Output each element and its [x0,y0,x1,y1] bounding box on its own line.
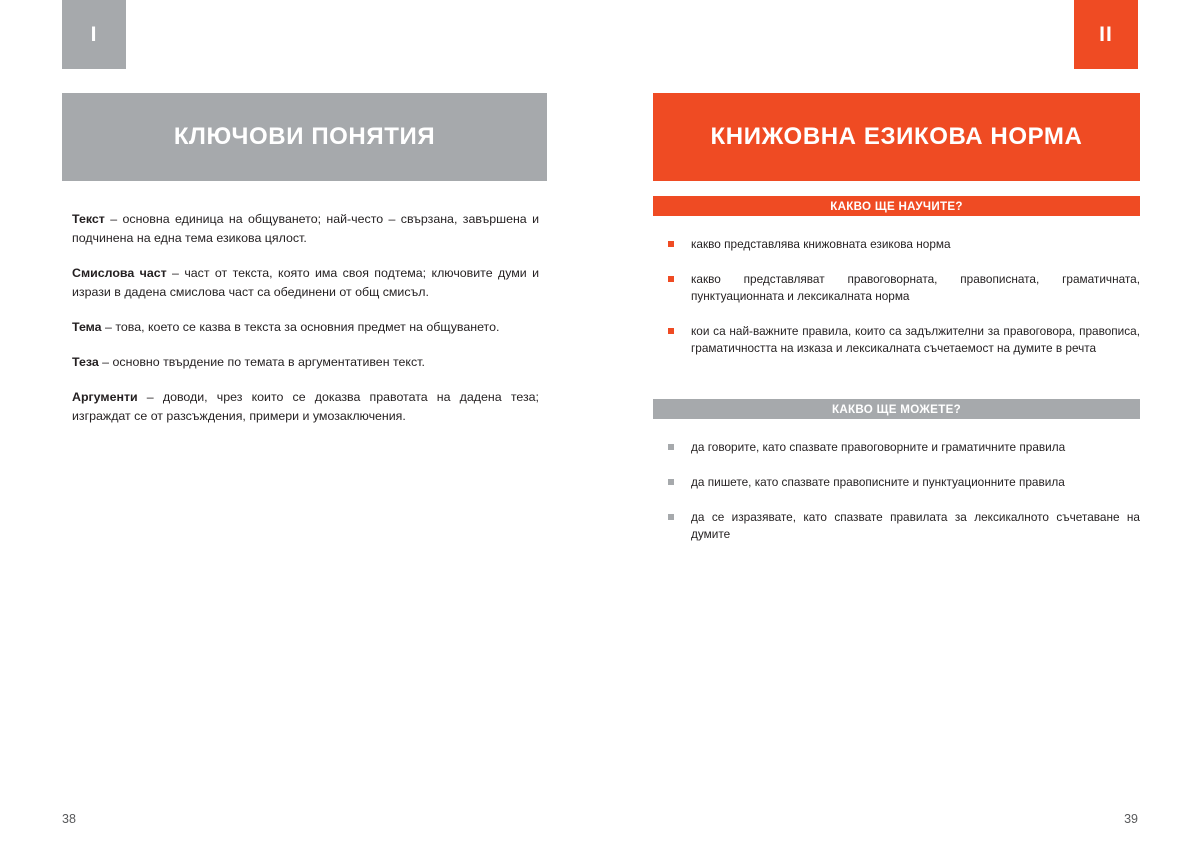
section-tab-right [1074,0,1138,69]
list-item [653,439,1140,456]
banner-left [62,93,547,181]
square-bullet-icon [668,276,674,282]
definition-text: – основна единица на общуването; най-често – свързана, завършена и подчинена на една тема езикова цялост. [72,212,539,246]
list-item-text: да се изразявате, като спазвате правилата за лексикалното съчетаване на думите [691,510,1140,541]
list-item [653,509,1140,543]
list-item-text: кои са най-важните правила, които са задължителни за правоговора, правописа, граматичността на изказа и лексикалната съчетаемост на думите в речта [691,324,1140,355]
page-right [600,0,1200,852]
section-heading-label: КАКВО ЩЕ МОЖЕТЕ? [831,402,962,416]
banner-left-title: КЛЮЧОВИ ПОНЯТИЯ [173,123,436,150]
list-item-text: да пишете, като спазвате правописните и пунктуационните правила [691,475,1065,489]
section-spacer [653,357,1140,399]
section-heading-label: КАКВО ЩЕ НАУЧИТЕ? [830,199,963,213]
page-number-right: 39 [1124,812,1138,826]
list-item-text: какво представляват правоговорната, правописната, граматичната, пунктуационната и лексикалната норма [691,272,1140,303]
list-item-text: какво представлява книжовната езикова норма [691,237,951,251]
definition-term: Аргументи [72,390,138,405]
banner-right [653,93,1140,181]
list-item [653,323,1140,357]
square-bullet-icon [668,514,674,520]
definition-text: – основно твърдение по темата в аргументативен текст. [98,355,425,370]
definition-item [72,353,539,372]
section-tab-left [62,0,126,69]
list-item [653,271,1140,305]
list-item [653,236,1140,253]
definition-term: Тема [72,320,102,335]
definition-text: – това, което се казва в текста за основния предмет на общуването. [101,320,500,335]
learn-bullet-list [653,236,1140,357]
section-heading-what-you-will-learn [653,196,1140,216]
square-bullet-icon [668,241,674,247]
square-bullet-icon [668,444,674,450]
definition-item [72,264,539,302]
square-bullet-icon [668,479,674,485]
definition-item [72,388,539,426]
definition-text: – доводи, чрез които се доказва правотата на дадена теза; изграждат се от разсъждения, примери и умозаключения. [72,390,539,424]
banner-right-title: КНИЖОВНА ЕЗИКОВА НОРМА [710,123,1083,150]
definition-item [72,210,539,248]
section-tab-right-label: II [1099,22,1113,46]
definition-term: Смислова част [72,266,167,281]
section-heading-what-you-will-be-able-to-do [653,399,1140,419]
definition-item [72,318,539,337]
list-item-text: да говорите, като спазвате правоговорните и граматичните правила [691,440,1066,454]
definitions-list [72,198,539,426]
page-number-left: 38 [62,812,76,826]
right-page-content [653,196,1140,543]
ability-bullet-list [653,439,1140,543]
list-item [653,474,1140,491]
square-bullet-icon [668,328,674,334]
definition-term: Текст [72,212,105,227]
section-tab-left-label: I [90,22,98,46]
definition-text: – част от текста, която има своя подтема; ключовите думи и изрази в дадена смислова част са обединени от общ смисъл. [72,266,539,300]
definition-term: Теза [72,355,99,370]
